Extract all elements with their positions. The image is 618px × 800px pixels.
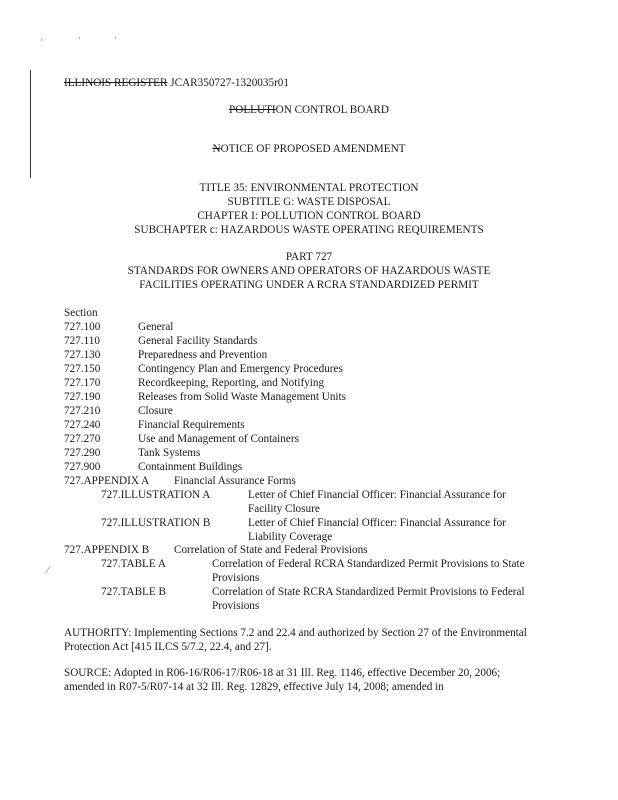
section-number: 727.210 (64, 405, 101, 417)
part-title-line-1: STANDARDS FOR OWNERS AND OPERATORS OF HAZARDOUS WASTE (127, 265, 491, 277)
scan-speck: · (114, 33, 117, 43)
section-number: 727.170 (64, 377, 101, 389)
appendix-b-number: 727.APPENDIX B (64, 544, 150, 556)
board-header (0, 103, 618, 117)
chapter-heading: CHAPTER I: POLLUTION CONTROL BOARD (197, 210, 421, 222)
toc-heading: Section (64, 307, 98, 319)
illustration-number: 727.ILLUSTRATION B (101, 517, 211, 529)
appendix-a-row (64, 474, 149, 488)
authority-paragraph: AUTHORITY: Implementing Sections 7.2 and 22.4 and authorized by Section 27 of the Environmental Protection Act [415 ILCS 5/7.2, 22.4, and 27]. (64, 627, 527, 653)
table-row (0, 557, 618, 585)
section-number: 727.270 (64, 433, 101, 445)
scan-speck: ⁄ (47, 565, 49, 575)
notice-rest-text: OTICE OF PROPOSED AMENDMENT (220, 143, 406, 155)
section-title: General (138, 321, 174, 333)
section-number: 727.290 (64, 447, 101, 459)
section-number: 727.100 (64, 321, 101, 333)
register-code: JCAR350727-1320035r01 (170, 77, 289, 89)
appendix-a-title: Financial Assurance Forms (174, 475, 296, 487)
section-title: Contingency Plan and Emergency Procedures (138, 363, 343, 375)
illustration-row (0, 516, 618, 544)
board-rest-text: ON CONTROL BOARD (275, 104, 389, 116)
table-number: 727.TABLE A (101, 558, 166, 570)
section-title: Preparedness and Prevention (138, 349, 268, 361)
part-heading: PART 727 (285, 251, 333, 263)
section-title: Closure (138, 405, 173, 417)
source-paragraph: SOURCE: Adopted in R06-16/R06-17/R06-18 at 31 Ill. Reg. 1146, effective December 20, 2006; amended in R07-5/R07-14 at 32 Ill. Reg. 12829, effective July 14, 2008; amended in (64, 667, 501, 693)
section-title: Financial Requirements (138, 419, 245, 431)
table-row (0, 585, 618, 613)
section-number: 727.240 (64, 419, 101, 431)
table-title: Correlation of Federal RCRA Standardized Permit Provisions to State Provisions (212, 558, 525, 584)
section-number: 727.190 (64, 391, 101, 403)
subchapter-heading: SUBCHAPTER c: HAZARDOUS WASTE OPERATING REQUIREMENTS (134, 224, 484, 236)
scan-speck: · (78, 33, 81, 43)
scan-speck: · (40, 35, 43, 45)
title-heading: TITLE 35: ENVIRONMENTAL PROTECTION (199, 182, 419, 194)
section-title: Use and Management of Containers (138, 433, 299, 445)
table-title: Correlation of State RCRA Standardized Permit Provisions to Federal Provisions (212, 586, 525, 612)
illustration-number: 727.ILLUSTRATION A (101, 489, 211, 501)
section-title: General Facility Standards (138, 335, 258, 347)
margin-revision-bar (30, 70, 31, 178)
section-number: 727.130 (64, 349, 101, 361)
illustration-row (0, 488, 618, 516)
board-struck-text: POLLUTI (229, 104, 276, 116)
table-number: 727.TABLE B (101, 586, 166, 598)
illustration-title: Letter of Chief Financial Officer: Financial Assurance for Facility Closure (248, 489, 506, 515)
section-title: Tank Systems (138, 447, 201, 459)
register-header (64, 76, 289, 90)
notice-header (0, 142, 618, 156)
register-struck-text: ILLINOIS REGISTER (64, 77, 168, 89)
part-title-line-2: FACILITIES OPERATING UNDER A RCRA STANDARDIZED PERMIT (139, 279, 479, 291)
section-number: 727.900 (64, 461, 101, 473)
section-number: 727.110 (64, 335, 100, 347)
notice-struck-text: N (212, 143, 221, 155)
appendix-a-number: 727.APPENDIX A (64, 475, 150, 487)
section-title: Recordkeeping, Reporting, and Notifying (138, 377, 325, 389)
appendix-b-title: Correlation of State and Federal Provisions (174, 544, 368, 556)
section-number: 727.150 (64, 363, 101, 375)
section-title: Containment Buildings (138, 461, 243, 473)
section-title: Releases from Solid Waste Management Units (138, 391, 346, 403)
illustration-title: Letter of Chief Financial Officer: Financial Assurance for Liability Coverage (248, 517, 506, 543)
subtitle-heading: SUBTITLE G: WASTE DISPOSAL (227, 196, 391, 208)
